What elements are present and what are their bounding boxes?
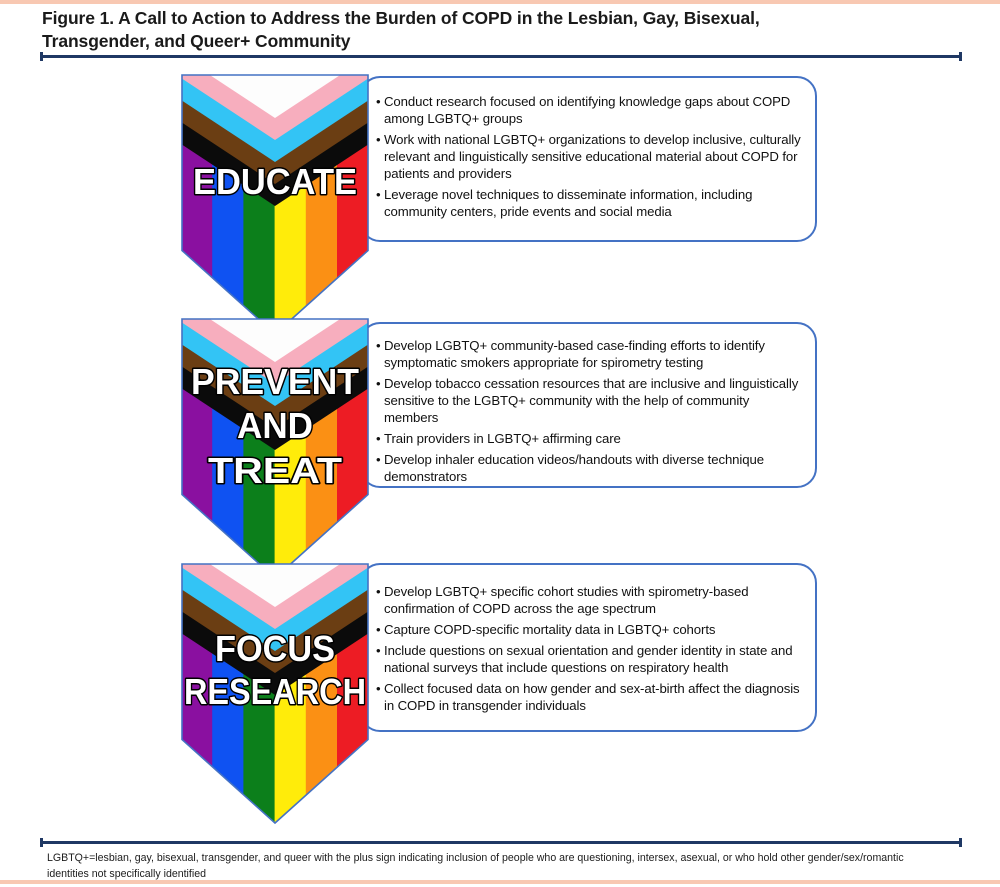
bullet-item: • Include questions on sexual orientation and gender identity in state and national surveys that include questions on respiratory health [376,642,807,676]
prevent-treat-bullet-list [362,324,815,485]
progress-pride-shield-focus-research [181,563,369,825]
bullet-item: • Develop inhaler education videos/handouts with diverse technique demonstrators [376,451,807,485]
figure-title [42,7,942,53]
bullet-item: • Capture COPD-specific mortality data in LGBTQ+ cohorts [376,621,807,638]
educate-bullet-list [362,78,815,220]
bullet-item: • Collect focused data on how gender and sex-at-birth affect the diagnosis in COPD in transgender individuals [376,680,807,714]
title-rule-right-cap [959,52,962,61]
progress-pride-shield-educate [181,74,369,336]
footnote-rule-right-cap [959,838,962,847]
shield-label-and: AND [237,405,313,446]
shield-label-educate: EDUCATE [193,161,357,202]
footnote-text: LGBTQ+=lesbian, gay, bisexual, transgender, and queer with the plus sign indicating inclusion of people who are questioning, intersex, asexual, or who hold other gender/sex/romantic identities not specifically identified [47,852,904,880]
title-rule-line [40,55,962,58]
bullet-item: • Develop tobacco cessation resources that are inclusive and linguistically sensitive to the LGBTQ+ community with the help of community members [376,375,807,426]
focus-research-action-box [360,563,817,732]
figure-title-line-1: Figure 1. A Call to Action to Address the Burden of COPD in the Lesbian, Gay, Bisexual, [42,8,760,28]
top-frame-border [0,0,1000,4]
shield-label-focus: FOCUS [215,628,335,669]
prevent-treat-action-box [360,322,817,488]
figure-title-line-2: Transgender, and Queer+ Community [42,31,351,51]
bullet-item: • Work with national LGBTQ+ organizations to develop inclusive, culturally relevant and linguistically sensitive educational material about COPD for patients and providers [376,131,807,182]
title-rule [40,52,962,61]
shield-label-research: RESEARCH [184,671,366,712]
progress-pride-shield-prevent-treat [181,318,369,580]
bullet-item: • Develop LGBTQ+ community-based case-finding efforts to identify symptomatic smokers appropriate for spirometry testing [376,337,807,371]
shield-label-prevent: PREVENT [191,361,359,402]
bullet-item: • Develop LGBTQ+ specific cohort studies with spirometry-based confirmation of COPD across the age spectrum [376,583,807,617]
bullet-item: • Train providers in LGBTQ+ affirming care [376,430,807,447]
shield-label-treat: TREAT [208,450,342,491]
focus-research-bullet-list [362,565,815,714]
bullet-item: • Conduct research focused on identifying knowledge gaps about COPD among LGBTQ+ groups [376,93,807,127]
educate-action-box [360,76,817,242]
bullet-item: • Leverage novel techniques to disseminate information, including community centers, pride events and social media [376,186,807,220]
footnote-rule-line [40,841,962,844]
footnote-rule [40,838,962,847]
bottom-frame-border [0,880,1000,884]
